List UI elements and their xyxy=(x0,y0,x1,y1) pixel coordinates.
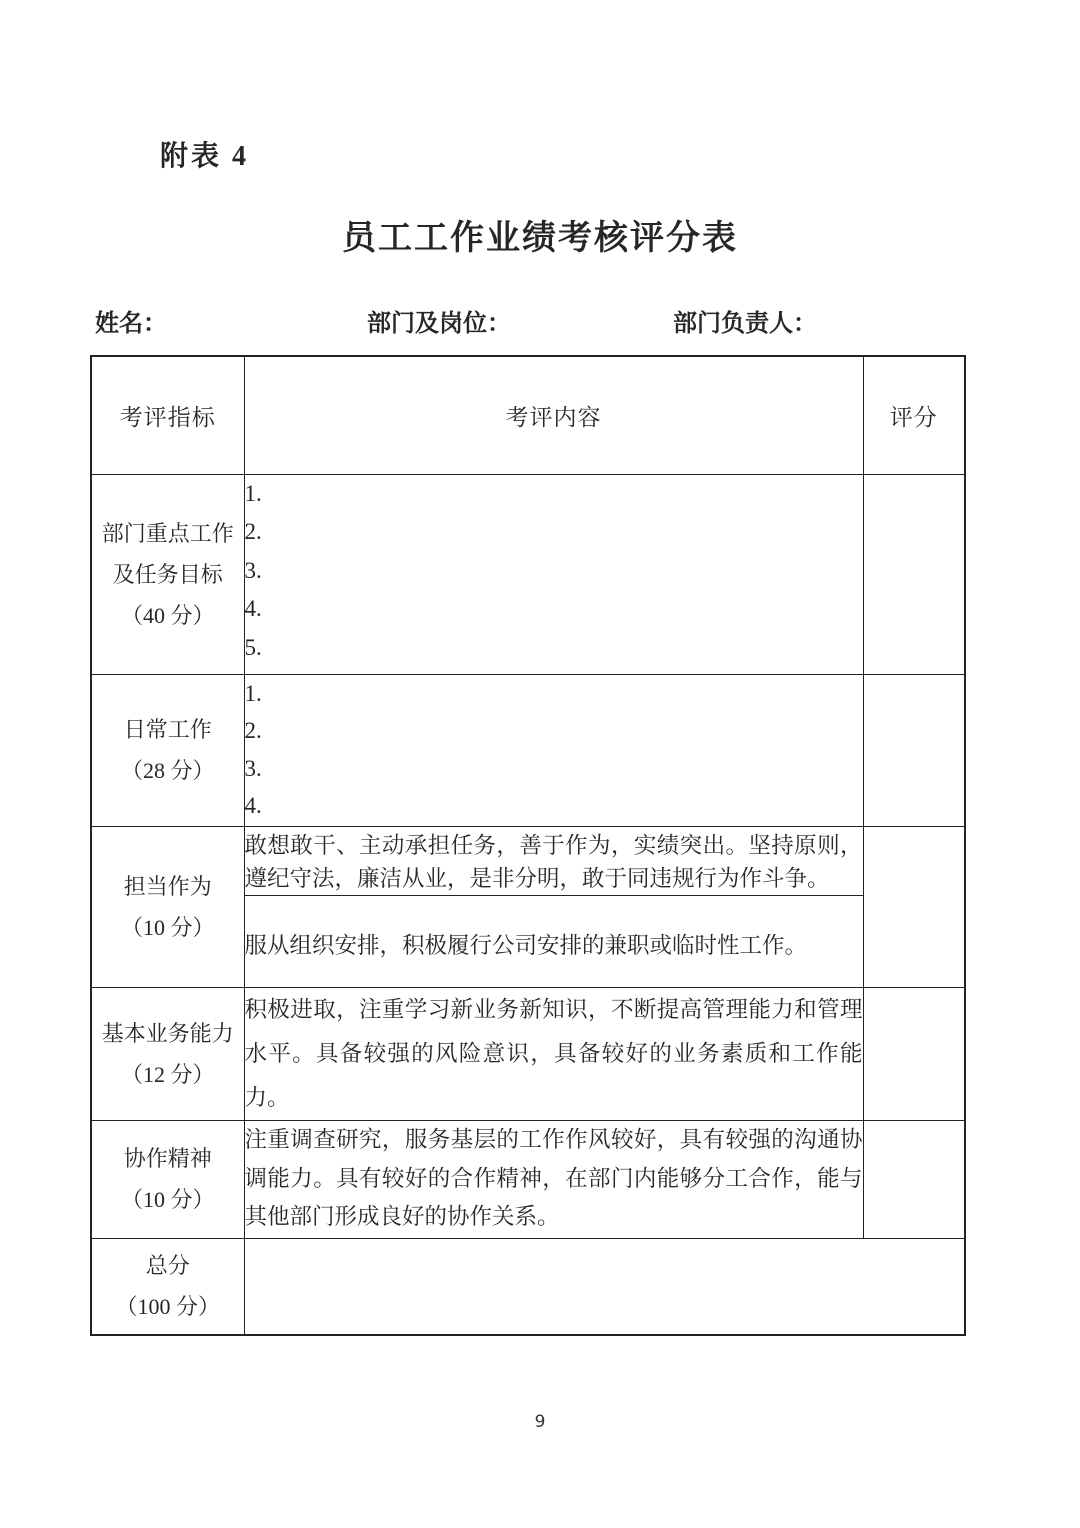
indicator-cell-teamwork: 协作精神 （10 分） xyxy=(91,1120,244,1238)
score-cell-daily-work xyxy=(863,674,965,826)
manager-field-label: 部门负责人： xyxy=(673,311,817,337)
department-field-label: 部门及岗位： xyxy=(367,311,511,337)
score-cell-teamwork xyxy=(863,1120,965,1238)
table-row-teamwork xyxy=(91,1120,965,1238)
assessment-table xyxy=(90,355,966,1336)
content-cell-daily-work: 1. 2. 3. 4. xyxy=(244,674,863,826)
table-header-row xyxy=(91,356,965,474)
indicator-cell-responsibility: 担当作为 （10 分） xyxy=(91,826,244,987)
header-cell-score: 评分 xyxy=(863,356,965,474)
table-row-daily-work xyxy=(91,674,965,826)
document-title: 员工工作业绩考核评分表 xyxy=(342,220,738,257)
score-cell-key-tasks xyxy=(863,474,965,674)
score-cell-business-skill xyxy=(863,987,965,1120)
total-score-cell xyxy=(244,1238,965,1335)
table-row-responsibility-part1 xyxy=(91,826,965,895)
appendix-label: 附表 4 xyxy=(160,141,250,172)
indicator-cell-key-tasks: 部门重点工作 及任务目标 （40 分） xyxy=(91,474,244,674)
content-cell-responsibility-2: 服从组织安排，积极履行公司安排的兼职或临时性工作。 xyxy=(244,895,863,987)
indicator-cell-total: 总分 （100 分） xyxy=(91,1238,244,1335)
name-field-label: 姓名： xyxy=(95,311,167,337)
table-row-total xyxy=(91,1238,965,1335)
content-cell-responsibility-1: 敢想敢干、主动承担任务，善于作为，实绩突出。坚持原则，遵纪守法，廉洁从业，是非分明，敢于同违规行为作斗争。 xyxy=(244,826,863,895)
score-cell-responsibility xyxy=(863,826,965,987)
indicator-cell-daily-work: 日常工作 （28 分） xyxy=(91,674,244,826)
content-cell-teamwork: 注重调查研究，服务基层的工作作风较好，具有较强的沟通协调能力。具有较好的合作精神，在部门内能够分工合作，能与其他部门形成良好的协作关系。 xyxy=(244,1120,863,1238)
header-cell-content: 考评内容 xyxy=(244,356,863,474)
indicator-cell-business-skill: 基本业务能力 （12 分） xyxy=(91,987,244,1120)
content-cell-key-tasks: 1. 2. 3. 4. 5. xyxy=(244,474,863,674)
table-row-key-tasks xyxy=(91,474,965,674)
header-fields xyxy=(0,303,1080,343)
page-number: 9 xyxy=(534,1412,546,1432)
header-cell-indicator: 考评指标 xyxy=(91,356,244,474)
content-cell-business-skill: 积极进取，注重学习新业务新知识，不断提高管理能力和管理水平。具备较强的风险意识，具备较好的业务素质和工作能力。 xyxy=(244,987,863,1120)
table-row-business-skill xyxy=(91,987,965,1120)
